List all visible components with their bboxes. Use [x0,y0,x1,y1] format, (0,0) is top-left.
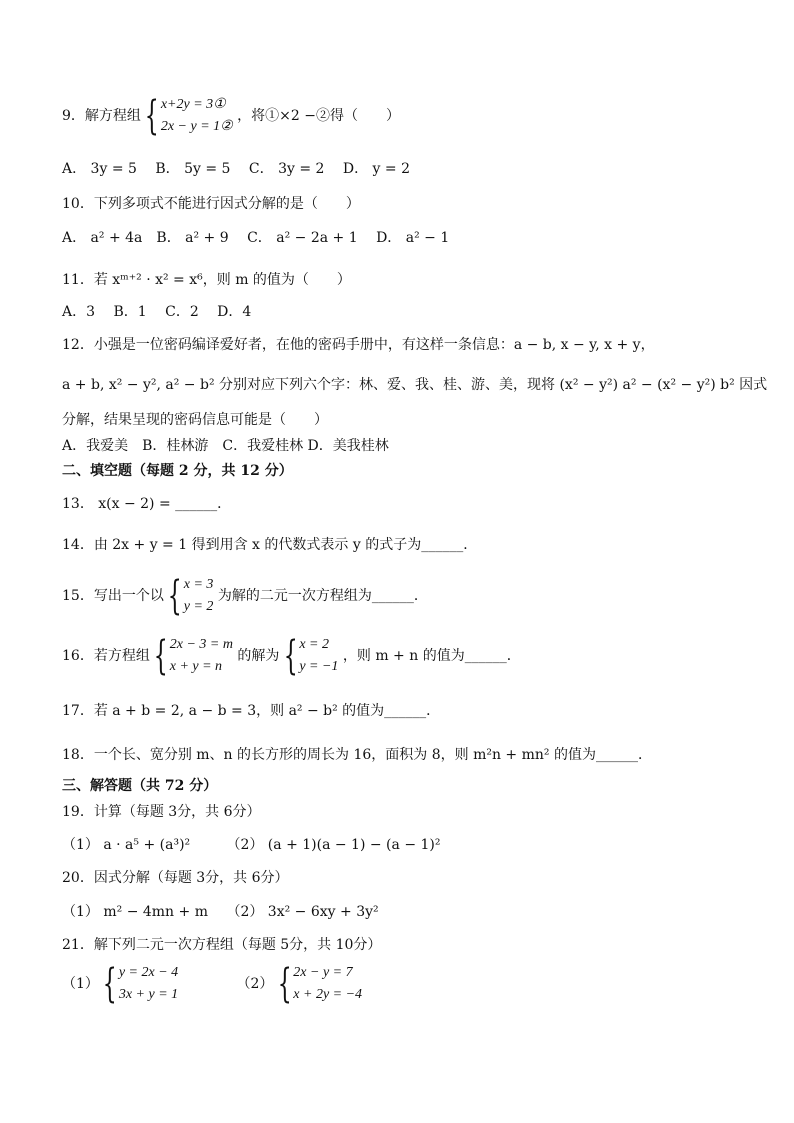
q21-part-1-label: （1） [62,976,99,992]
q19-part-2: （2） (a + 1)(a − 1) − (a − 1)² [226,837,441,853]
question-12-line-2: a + b, x² − y², a² − b² 分别对应下列六个字：林、爱、我、桂、游、美，现将 (x² − y²) a² − (x² − y²) b² 因式 [62,377,768,393]
q15-equation-system [168,574,213,618]
q15-suffix: 为解的二元一次方程组为______． [217,588,428,604]
q16-mid: 的解为 [237,648,280,664]
q15-prefix: 15．写出一个以 [62,588,164,604]
q21-p1-eq1: y = 2x − 4 [118,965,179,980]
question-18: 18．一个长、宽分别 m、n 的长方形的周长为 16，面积为 8，则 m²n + mn² 的值为______． [62,747,652,763]
q9-choices: A． 3y = 5 B． 5y = 5 C． 3y = 2 D． y = 2 [62,161,410,177]
q9-suffix: ，将①×2 −②得（ ） [237,108,400,124]
q16-eq1: 2x − 3 = m [169,637,233,652]
q16-eq2: x + y = n [169,659,223,674]
section-2-heading: 二、填空题（每题 2 分，共 12 分） [62,463,293,479]
brace-icon: { [283,633,298,679]
question-12-line-3: 分解，结果呈现的密码信息可能是（ ） [62,412,328,428]
q21-p1-eq2: 3x + y = 1 [118,987,179,1002]
q15-eq1: x = 3 [183,577,214,592]
q10-choices: A． a² + 4a B． a² + 9 C． a² − 2a + 1 D． a² − 1 [62,230,450,246]
section-3-heading: 三、解答题（共 72 分） [62,778,218,794]
q16-sol2: y = −1 [299,659,339,674]
q21-p2-eq2: x + 2y = −4 [293,987,363,1002]
q21-part-2-label: （2） [236,976,274,992]
q20-part-2: （2） 3x² − 6xy + 3y² [226,904,379,920]
question-19-parts [62,836,440,854]
question-21-parts [62,962,362,1006]
brace-icon: { [103,961,118,1007]
q16-equation-system [154,634,233,678]
brace-icon: { [277,961,292,1007]
question-9 [62,94,400,138]
q16-sol1: x = 2 [299,637,329,652]
question-11: 11．若 xᵐ⁺² · x² = x⁶，则 m 的值为（ ） [62,272,351,288]
q16-solution-system [284,634,339,678]
question-12-line-1: 12．小强是一位密码编译爱好者，在他的密码手册中，有这样一条信息：a − b, x − y, x + y， [62,337,655,353]
q9-eq2: 2x − y = 1② [160,119,233,134]
question-14: 14．由 2x + y = 1 得到用含 x 的代数式表示 y 的式子为______． [62,537,478,553]
question-21: 21．解下列二元一次方程组（每题 5分，共 10分） [62,937,382,953]
q16-prefix: 16．若方程组 [62,648,150,664]
q21-p2-eq1: 2x − y = 7 [293,965,353,980]
q16-suffix: ，则 m + n 的值为______． [342,648,521,664]
question-20: 20．因式分解（每题 3分，共 6分） [62,870,289,886]
q15-eq2: y = 2 [183,599,214,614]
question-10: 10．下列多项式不能进行因式分解的是（ ） [62,196,360,212]
q9-prefix: 9．解方程组 [62,108,141,124]
brace-icon: { [168,573,183,619]
question-15 [62,574,428,618]
q11-choices: A．3 B．1 C．2 D．4 [62,304,252,320]
question-13: 13． x(x − 2) = ______． [62,496,232,512]
q20-part-1: （1） m² − 4mn + m [62,904,208,920]
question-16 [62,634,521,678]
question-17: 17．若 a + b = 2, a − b = 3，则 a² − b² 的值为______． [62,703,441,719]
q21-part-2-system [278,962,362,1006]
q9-equation-system [145,94,232,138]
q19-part-1: （1） a · a⁵ + (a³)² [62,837,191,853]
q12-choices: A．我爱美 B．桂林游 C．我爱桂林 D．美我桂林 [62,438,389,454]
question-20-parts [62,903,379,921]
q9-eq1: x+2y = 3① [160,97,226,112]
q21-part-1-system [103,962,178,1006]
brace-icon: { [145,93,160,139]
question-19: 19．计算（每题 3分，共 6分） [62,804,261,820]
brace-icon: { [154,633,169,679]
